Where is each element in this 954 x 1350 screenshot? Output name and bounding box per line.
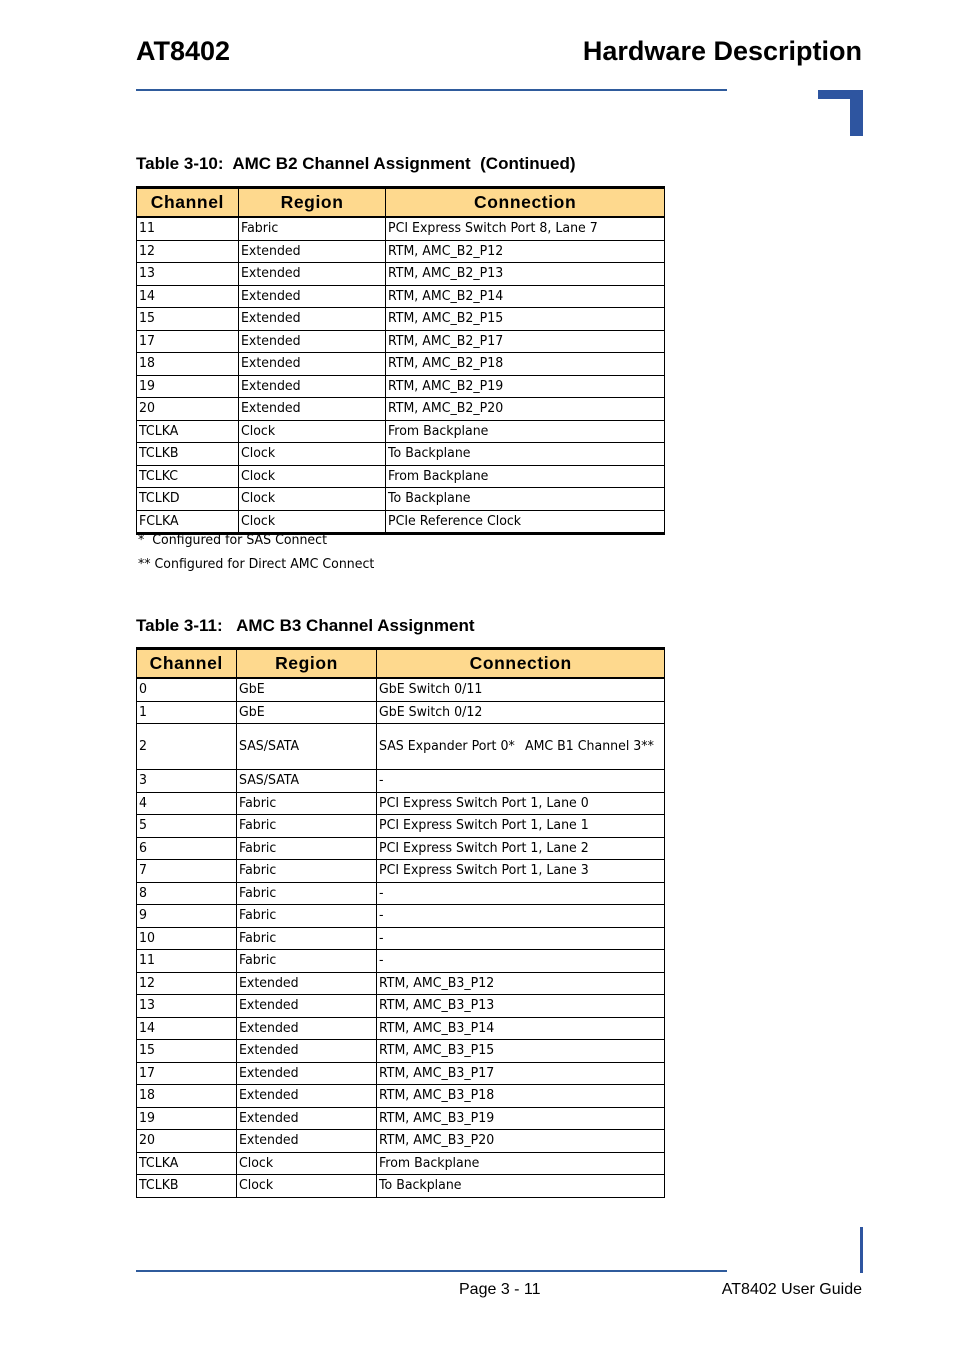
table-row	[137, 398, 665, 421]
cell-channel: TCLKA	[137, 420, 239, 443]
table-row	[137, 375, 665, 398]
cell-region: Clock	[236, 1152, 377, 1175]
cell-connection: -	[377, 905, 665, 928]
cell-region: Extended	[238, 353, 385, 376]
corner-mark-top	[818, 90, 863, 136]
cell-region: GbE	[236, 678, 377, 701]
cell-channel: 14	[137, 1017, 237, 1040]
table-row	[137, 678, 665, 701]
cell-connection: PCI Express Switch Port 8, Lane 7	[386, 217, 665, 240]
col-header-channel: Channel	[137, 188, 239, 218]
cell-connection: SAS Expander Port 0* AMC B1 Channel 3**	[377, 724, 665, 770]
cell-channel: 3	[137, 770, 237, 793]
cell-region: GbE	[236, 701, 377, 724]
cell-channel: TCLKD	[137, 488, 239, 511]
cell-channel: 13	[137, 263, 239, 286]
cell-region: Fabric	[236, 927, 377, 950]
cell-channel: 17	[137, 330, 239, 353]
table-row	[137, 905, 665, 928]
cell-connection: RTM, AMC_B3_P13	[377, 995, 665, 1018]
table-row	[137, 927, 665, 950]
cell-connection: From Backplane	[377, 1152, 665, 1175]
cell-region: Extended	[238, 375, 385, 398]
table-row	[137, 837, 665, 860]
cell-region: Fabric	[236, 837, 377, 860]
cell-channel: 0	[137, 678, 237, 701]
cell-region: SAS/SATA	[236, 724, 377, 770]
cell-connection: From Backplane	[386, 465, 665, 488]
table-row	[137, 285, 665, 308]
cell-channel: 18	[137, 1085, 237, 1108]
cell-channel: 6	[137, 837, 237, 860]
cell-connection: RTM, AMC_B3_P20	[377, 1130, 665, 1153]
cell-channel: 19	[137, 1107, 237, 1130]
cell-region: Fabric	[236, 792, 377, 815]
cell-region: Extended	[236, 1062, 377, 1085]
cell-region: Extended	[236, 1107, 377, 1130]
table-row	[137, 510, 665, 534]
cell-connection: To Backplane	[377, 1175, 665, 1198]
cell-connection: RTM, AMC_B3_P12	[377, 972, 665, 995]
cell-connection: -	[377, 770, 665, 793]
cell-connection: RTM, AMC_B3_P15	[377, 1040, 665, 1063]
table-row	[137, 995, 665, 1018]
table-row	[137, 860, 665, 883]
guide-name: AT8402 User Guide	[721, 1281, 862, 1298]
cell-channel: 10	[137, 927, 237, 950]
cell-channel: TCLKC	[137, 465, 239, 488]
cell-connection: RTM, AMC_B3_P17	[377, 1062, 665, 1085]
table-row	[137, 217, 665, 240]
table-row	[137, 1130, 665, 1153]
cell-region: Extended	[236, 1017, 377, 1040]
cell-connection: RTM, AMC_B2_P17	[386, 330, 665, 353]
cell-region: Fabric	[236, 950, 377, 973]
cell-channel: 18	[137, 353, 239, 376]
cell-region: Fabric	[236, 815, 377, 838]
col-header-connection: Connection	[377, 649, 665, 679]
cell-connection: RTM, AMC_B2_P15	[386, 308, 665, 331]
cell-region: Extended	[238, 308, 385, 331]
table-row	[137, 1017, 665, 1040]
cell-channel: FCLKA	[137, 510, 239, 534]
table-row	[137, 465, 665, 488]
cell-region: Fabric	[236, 882, 377, 905]
cell-region: Extended	[236, 1130, 377, 1153]
table2-caption: Table 3-11: AMC B3 Channel Assignment	[136, 616, 475, 635]
cell-channel: 20	[137, 398, 239, 421]
table-row	[137, 308, 665, 331]
cell-region: Fabric	[236, 860, 377, 883]
cell-region: Fabric	[238, 217, 385, 240]
corner-mark-bottom	[860, 1227, 863, 1273]
cell-connection: PCIe Reference Clock	[386, 510, 665, 534]
cell-channel: 7	[137, 860, 237, 883]
cell-region: Extended	[238, 285, 385, 308]
cell-channel: 11	[137, 950, 237, 973]
cell-channel: 2	[137, 724, 237, 770]
cell-channel: 9	[137, 905, 237, 928]
page-number: Page 3 - 11	[459, 1281, 541, 1298]
cell-region: Clock	[238, 488, 385, 511]
cell-region: Clock	[238, 465, 385, 488]
cell-region: Extended	[236, 1085, 377, 1108]
cell-region: Extended	[236, 995, 377, 1018]
cell-region: SAS/SATA	[236, 770, 377, 793]
cell-channel: 15	[137, 1040, 237, 1063]
cell-region: Extended	[236, 972, 377, 995]
footnote-direct-amc: ** Configured for Direct AMC Connect	[138, 556, 375, 572]
cell-connection: RTM, AMC_B3_P14	[377, 1017, 665, 1040]
table-row	[137, 972, 665, 995]
cell-connection: RTM, AMC_B2_P19	[386, 375, 665, 398]
table-row	[137, 1085, 665, 1108]
cell-connection: -	[377, 927, 665, 950]
table-row	[137, 330, 665, 353]
cell-channel: 19	[137, 375, 239, 398]
cell-region: Extended	[238, 398, 385, 421]
cell-connection: PCI Express Switch Port 1, Lane 2	[377, 837, 665, 860]
cell-connection: RTM, AMC_B2_P12	[386, 240, 665, 263]
cell-region: Clock	[236, 1175, 377, 1198]
table-row	[137, 420, 665, 443]
cell-connection: GbE Switch 0/12	[377, 701, 665, 724]
cell-connection: -	[377, 950, 665, 973]
cell-region: Clock	[238, 510, 385, 534]
cell-connection: GbE Switch 0/11	[377, 678, 665, 701]
cell-connection: RTM, AMC_B2_P14	[386, 285, 665, 308]
cell-channel: TCLKB	[137, 1175, 237, 1198]
cell-channel: 14	[137, 285, 239, 308]
cell-channel: 12	[137, 240, 239, 263]
table-row	[137, 263, 665, 286]
table-row	[137, 1040, 665, 1063]
cell-connection: RTM, AMC_B3_P19	[377, 1107, 665, 1130]
table-row	[137, 240, 665, 263]
section-title: Hardware Description	[582, 36, 862, 66]
table-row	[137, 770, 665, 793]
cell-region: Extended	[238, 330, 385, 353]
header-rule	[136, 89, 727, 91]
cell-channel: 20	[137, 1130, 237, 1153]
footer-rule	[136, 1270, 727, 1272]
table-row	[137, 792, 665, 815]
cell-connection: To Backplane	[386, 488, 665, 511]
table-row	[137, 950, 665, 973]
table-row	[137, 353, 665, 376]
cell-connection: RTM, AMC_B3_P18	[377, 1085, 665, 1108]
table-row	[137, 1107, 665, 1130]
cell-region: Extended	[238, 240, 385, 263]
table-row	[137, 1175, 665, 1198]
table1-caption: Table 3-10: AMC B2 Channel Assignment (Continued)	[136, 154, 576, 173]
footnote-sas: * Configured for SAS Connect	[138, 532, 327, 548]
cell-connection: PCI Express Switch Port 1, Lane 1	[377, 815, 665, 838]
cell-connection: RTM, AMC_B2_P20	[386, 398, 665, 421]
cell-channel: TCLKB	[137, 443, 239, 466]
cell-region: Extended	[236, 1040, 377, 1063]
cell-connection: From Backplane	[386, 420, 665, 443]
cell-region: Clock	[238, 443, 385, 466]
table-row	[137, 724, 665, 770]
cell-channel: 13	[137, 995, 237, 1018]
table-row	[137, 443, 665, 466]
cell-channel: TCLKA	[137, 1152, 237, 1175]
table-row	[137, 1062, 665, 1085]
table-row	[137, 815, 665, 838]
col-header-channel: Channel	[137, 649, 237, 679]
cell-connection: RTM, AMC_B2_P18	[386, 353, 665, 376]
cell-channel: 12	[137, 972, 237, 995]
table-row	[137, 882, 665, 905]
cell-channel: 17	[137, 1062, 237, 1085]
cell-region: Fabric	[236, 905, 377, 928]
cell-connection: PCI Express Switch Port 1, Lane 3	[377, 860, 665, 883]
col-header-connection: Connection	[386, 188, 665, 218]
cell-connection: -	[377, 882, 665, 905]
cell-region: Extended	[238, 263, 385, 286]
cell-region: Clock	[238, 420, 385, 443]
amc-b2-table	[136, 186, 665, 535]
document-title: AT8402	[136, 36, 231, 66]
cell-channel: 4	[137, 792, 237, 815]
cell-channel: 5	[137, 815, 237, 838]
table-row	[137, 1152, 665, 1175]
cell-connection: PCI Express Switch Port 1, Lane 0	[377, 792, 665, 815]
cell-channel: 11	[137, 217, 239, 240]
table-row	[137, 701, 665, 724]
cell-channel: 15	[137, 308, 239, 331]
cell-connection: To Backplane	[386, 443, 665, 466]
cell-channel: 8	[137, 882, 237, 905]
cell-connection: RTM, AMC_B2_P13	[386, 263, 665, 286]
table-row	[137, 488, 665, 511]
col-header-region: Region	[236, 649, 377, 679]
col-header-region: Region	[238, 188, 385, 218]
amc-b3-table	[136, 647, 665, 1198]
cell-channel: 1	[137, 701, 237, 724]
